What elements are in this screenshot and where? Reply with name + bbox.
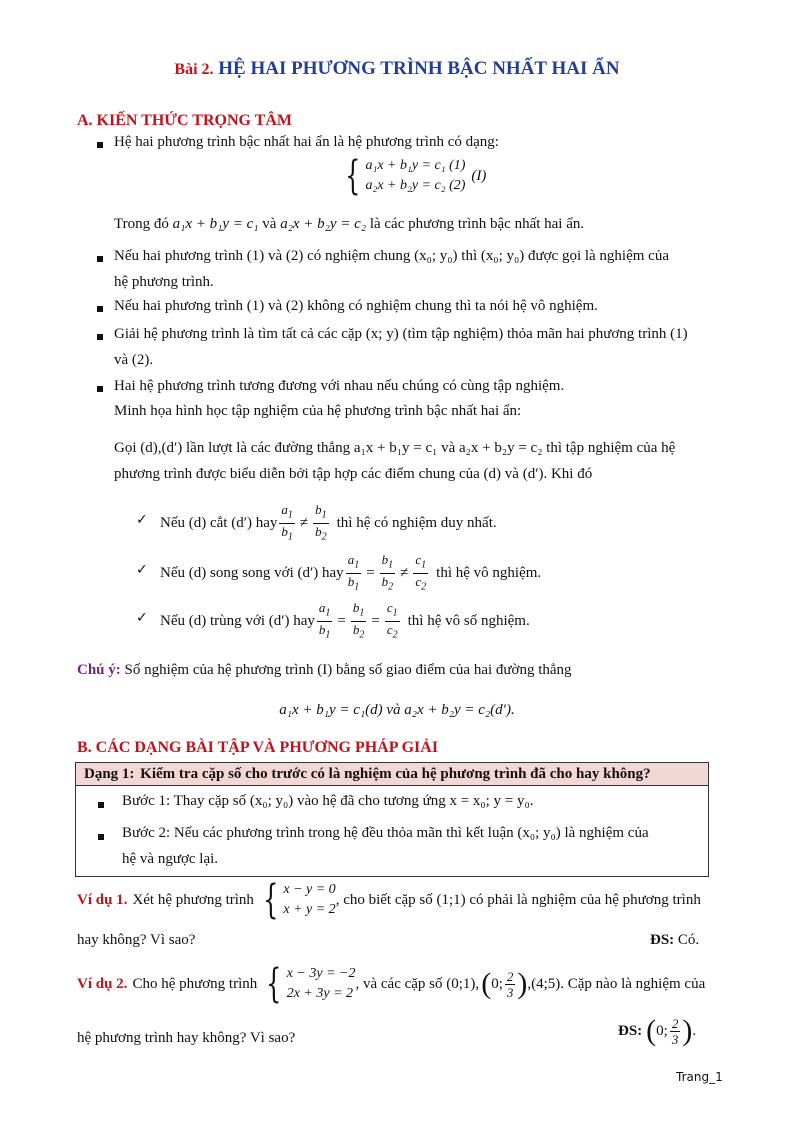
case-coincide-result: thì hệ vô số nghiệm. (407, 612, 530, 629)
example-1-question: , cho biết cặp số (1;1) có phải là nghiệm của hệ phương trình (335, 891, 701, 908)
example-1-label: Ví dụ 1. (77, 891, 128, 908)
lesson-label: Bài 2. (174, 61, 214, 78)
example-1 (77, 877, 737, 923)
common-solution-line-2: hệ phương trình. (114, 274, 214, 290)
example-2-text: Cho hệ phương trình (132, 975, 258, 992)
case-coincide: Nếu (d) trùng với (d′) hay $\frac{a_1}{b_1}$ = $\frac{b_1}{b_2}$ = $\frac{c_1}{c_2}$ thì hệ vô số nghiệm. (160, 600, 530, 641)
equation-2: a₂x + b₂y = c₂ (280, 216, 367, 232)
case-parallel-text: Nếu (d) song song với (d′) hay (160, 564, 344, 581)
method-box-header (76, 763, 708, 786)
example-2-row-1: x − 3y = −2 (286, 966, 356, 981)
example-1-text: Xét hệ phương trình (132, 891, 254, 908)
example-1-answer (650, 932, 699, 949)
geometry-line-1: Gọi (d),(d′) lần lượt là các đường thẳng a₁x + b₁y = c₁ và a₂x + b₂y = c₂ thì tập nghiệm của hệ (114, 440, 676, 456)
step-1: Bước 1: Thay cặp số (x₀; y₀) vào hệ đã cho tương ứng x = x₀; y = y₀. (122, 793, 534, 809)
section-a-heading: A. KIẾN THỨC TRỌNG TÂM (77, 112, 292, 129)
answer-label: ĐS: (618, 1022, 643, 1039)
paren-close: ) (682, 1014, 693, 1047)
example-2-line-2: hệ phương trình hay không? Vì sao? (77, 1030, 296, 1046)
fraction-2-3: $\frac{2}{3}$ (506, 968, 514, 1000)
page-number: Trang_1 (676, 1070, 723, 1084)
note-text: Số nghiệm của hệ phương trình (I) bằng số giao điểm của hai đường thẳng (124, 662, 572, 678)
where-text-end: là các phương trình bậc nhất hai ẩn. (369, 216, 585, 232)
illustration-text: Minh họa hình học tập nghiệm của hệ phương trình bậc nhất hai ẩn: (114, 403, 522, 419)
where-text: Trong đó (114, 216, 169, 232)
fraction-a1-b1: $\frac{a_1}{b_1}$ (281, 502, 293, 543)
system-row-1: a₁x + b₁y = c₁ (1) (365, 158, 466, 173)
case-coincide-text: Nếu (d) trùng với (d′) hay (160, 612, 315, 629)
case-parallel-result: thì hệ vô nghiệm. (436, 564, 542, 581)
common-solution-line: Nếu hai phương trình (1) và (2) có nghiệm chung (x₀; y₀) thì (x₀; y₀) được gọi là nghiệm của (114, 248, 669, 264)
paren-open: ( (481, 967, 492, 1000)
paren-close: ) (517, 967, 528, 1000)
fraction-b1-b2: $\frac{b_1}{b_2}$ (352, 600, 365, 641)
system-I (340, 153, 487, 199)
example-2-system: { x − 3y = −2 2x + 3y = 2 (266, 961, 356, 1007)
case-intersect-text: Nếu (d) cắt (d′) hay (160, 514, 278, 531)
example-2-question: ,(4;5). Cặp nào là nghiệm của (527, 975, 706, 992)
example-2-pairs: , và các cặp số (0;1), (355, 975, 480, 992)
check-icon: ✓ (136, 512, 148, 528)
case-intersect: Nếu (d) cắt (d′) hay $\frac{a_1}{b_1}$ ≠ $\frac{b_1}{b_2}$ thì hệ có nghiệm duy nhất. (160, 502, 497, 543)
paren-open: ( (646, 1014, 657, 1047)
and-text: và (262, 216, 277, 232)
system-label: (I) (471, 167, 487, 184)
page-title (0, 58, 794, 80)
bullet (97, 256, 103, 262)
note-line (77, 662, 572, 679)
fraction-b1-b2: $\frac{b_1}{b_2}$ (381, 552, 394, 593)
definition-text: Hệ hai phương trình bậc nhất hai ẩn là hệ phương trình có dạng: (114, 134, 499, 150)
lesson-title: HỆ HAI PHƯƠNG TRÌNH BẬC NHẤT HAI ẨN (218, 58, 620, 79)
bullet (97, 306, 103, 312)
answer-value: Có. (677, 932, 700, 948)
equivalent-text: Hai hệ phương trình tương đương với nhau nếu chúng có cùng tập nghiệm. (114, 378, 565, 394)
step-2-line-2: hệ và ngược lại. (122, 851, 219, 867)
example-1-row-1: x − y = 0 (283, 882, 336, 897)
fraction-c1-c2: $\frac{c_1}{c_2}$ (386, 600, 398, 641)
type-label: Dạng 1: (84, 766, 135, 782)
fraction-2-3: $\frac{2}{3}$ (671, 1015, 679, 1047)
check-icon: ✓ (136, 610, 148, 626)
case-parallel: Nếu (d) song song với (d′) hay $\frac{a_1}{b_1}$ = $\frac{b_1}{b_2}$ ≠ $\frac{c_1}{c_2}$ thì hệ vô nghiệm. (160, 552, 542, 593)
fraction-c1-c2: $\frac{c_1}{c_2}$ (415, 552, 427, 593)
fraction-b1-b2: $\frac{b_1}{b_2}$ (315, 502, 327, 543)
answer-pair-prefix: 0; (656, 1022, 668, 1039)
bullet (97, 334, 103, 340)
check-icon: ✓ (136, 562, 148, 578)
bullet (97, 142, 103, 148)
note-equation: a₁x + b₁y = c₁(d) và a₂x + b₂y = c₂(d′). (279, 702, 515, 718)
geometry-line-2: phương trình được biểu diễn bởi tập hợp các điểm chung của (d) và (d′). Khi đó (114, 466, 593, 482)
type-text: Kiểm tra cặp số cho trước có là nghiệm của hệ phương trình đã cho hay không? (140, 766, 651, 782)
fraction-a1-b1: $\frac{a_1}{b_1}$ (347, 552, 360, 593)
case-intersect-result: thì hệ có nghiệm duy nhất. (336, 514, 497, 531)
note-label: Chú ý: (77, 662, 121, 678)
example-2-label: Ví dụ 2. (77, 975, 128, 992)
fraction-a1-b1: $\frac{a_1}{b_1}$ (318, 600, 331, 641)
section-b-heading: B. CÁC DẠNG BÀI TẬP VÀ PHƯƠNG PHÁP GIẢI (77, 739, 439, 756)
example-2 (77, 961, 737, 1007)
pair-prefix: 0; (491, 975, 503, 992)
example-1-row-2: x + y = 2 (283, 902, 336, 917)
example-1-system: { x − y = 0 x + y = 2 (262, 877, 336, 923)
equation-1: a₁x + b₁y = c₁ (172, 216, 259, 232)
brace: { (345, 153, 361, 199)
solve-definition-line-2: và (2). (114, 352, 154, 368)
bullet (98, 834, 104, 840)
step-2-line-1: Bước 2: Nếu các phương trình trong hệ đều thỏa mãn thì kết luận (x₀; y₀) là nghiệm của (122, 825, 649, 841)
example-2-row-2: 2x + 3y = 2 (286, 986, 354, 1001)
where-line (114, 216, 584, 233)
no-solution-text: Nếu hai phương trình (1) và (2) không có nghiệm chung thì ta nói hệ vô nghiệm. (114, 298, 598, 314)
example-1-line-2: hay không? Vì sao? (77, 932, 196, 948)
bullet (98, 802, 104, 808)
solve-definition-line: Giải hệ phương trình là tìm tất cả các cặp (x; y) (tìm tập nghiệm) thỏa mãn hai phương trình (1) (114, 326, 688, 342)
bullet (97, 386, 103, 392)
example-2-answer: ĐS: ( 0; $\frac{2}{3}$ ) . (618, 1014, 697, 1047)
system-row-2: a₂x + b₂y = c₂ (2) (365, 178, 466, 193)
answer-label: ĐS: (650, 932, 675, 948)
method-box (75, 762, 709, 877)
